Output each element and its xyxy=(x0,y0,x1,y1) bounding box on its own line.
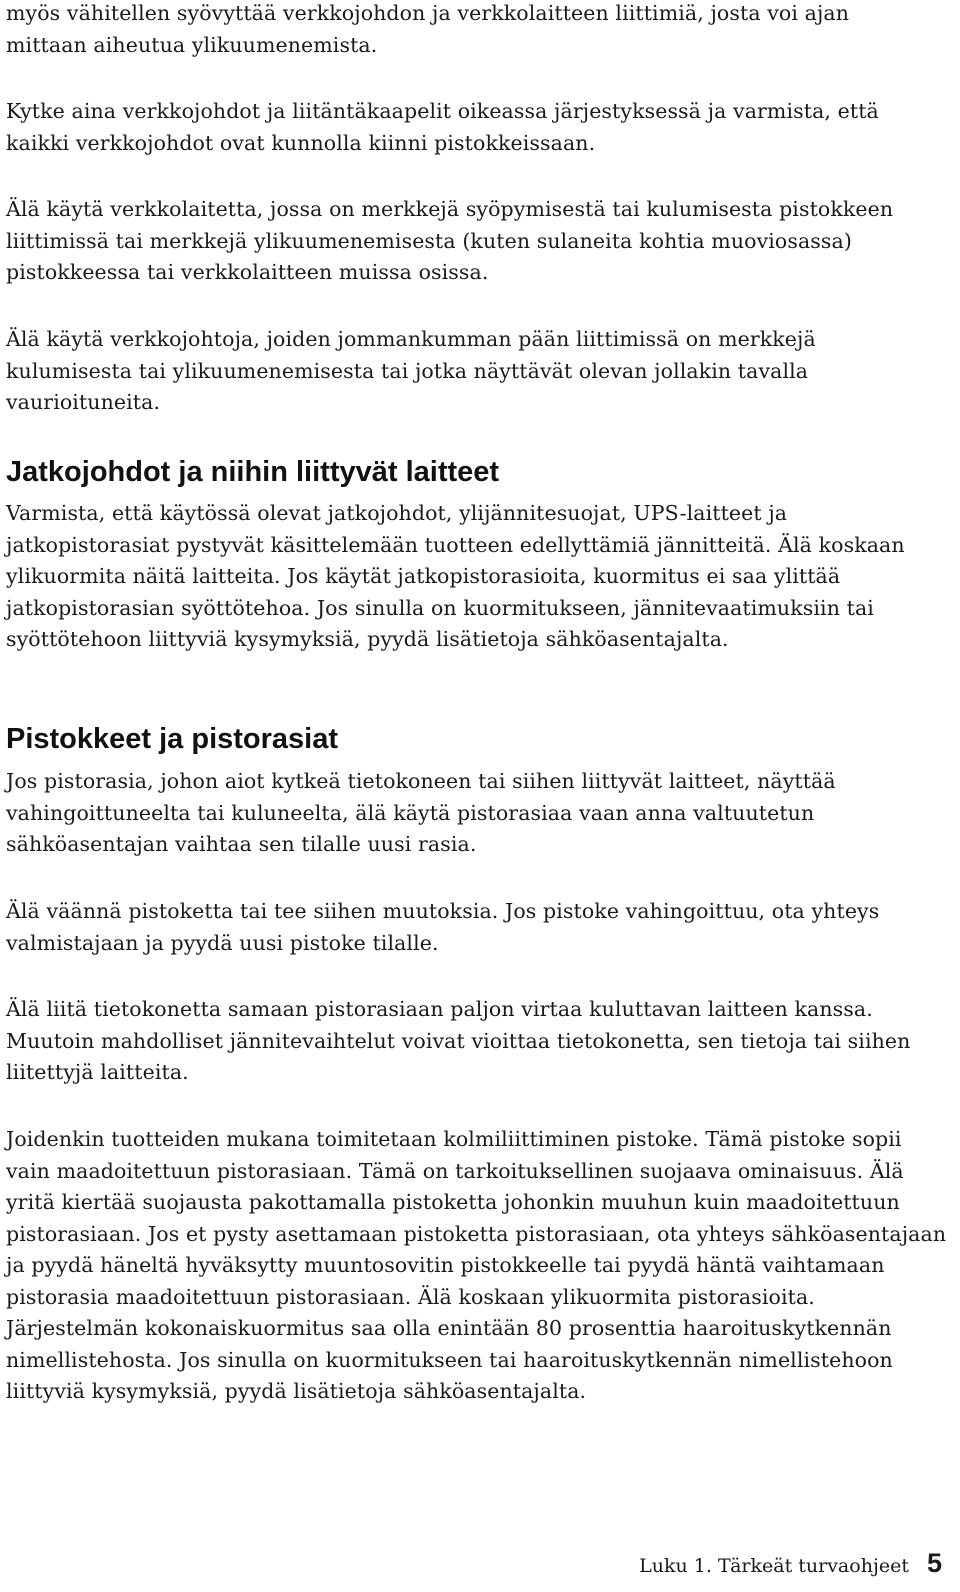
paragraph-continued: myös vähitellen syövyttää verkkojohdon ja verkkolaitteen liittimiä, josta voi ajan mittaan aiheutua ylikuumenemista. xyxy=(6,1,850,57)
paragraph-modify-plug: Älä väännä pistoketta tai tee siihen muutoksia. Jos pistoke vahingoittuu, ota yhteys valmistajaan ja pyydä uusi pistoke tilalle. xyxy=(6,899,880,955)
page-number: 5 xyxy=(926,1548,942,1578)
paragraph-high-power-devices: Älä liitä tietokonetta samaan pistorasiaan paljon virtaa kuluttavan laitteen kanssa. Muutoin mahdolliset jännitevaihtelut voivat vioittaa tietokonetta, sen tietoja tai siihen liitettyjä laitteita. xyxy=(6,997,911,1084)
footer-chapter-title: Luku 1. Tärkeät turvaohjeet xyxy=(639,1555,909,1577)
paragraph-connect-cords: Kytke aina verkkojohdot ja liitäntäkaapelit oikeassa järjestyksessä ja varmista, että kaikki verkkojohdot ovat kunnolla kiinni pistokkeissaan. xyxy=(6,99,879,155)
section-heading-extension-cords: Jatkojohdot ja niihin liittyvät laitteet xyxy=(6,456,500,488)
paragraph-extension-cords: Varmista, että käytössä olevat jatkojohdot, ylijännitesuojat, UPS-laitteet ja jatkopistorasiat pystyvät käsittelemään tuotteen edellyttämiä jännitteitä. Älä koskaan ylikuormita näitä laitteita. Jos käytät jatkopistorasioita, kuormitus ei saa ylittää jatkopistorasian syöttötehoa. Jos sinulla on kuormitukseen, jännitevaatimuksiin tai syöttötehoon liittyviä kysymyksiä, pyydä lisätietoja sähköasentajalta. xyxy=(6,501,905,651)
paragraph-damaged-outlet: Jos pistorasia, johon aiot kytkeä tietokoneen tai siihen liittyvät laitteet, näyttää vahingoittuneelta tai kuluneelta, älä käytä pistorasiaa vaan anna valtuutetun sähköasentajan vaihtaa sen tilalle uusi rasia. xyxy=(6,769,836,856)
page-footer xyxy=(639,1548,942,1579)
section-heading-plugs-outlets: Pistokkeet ja pistorasiat xyxy=(6,723,339,755)
paragraph-power-adapter: Älä käytä verkkolaitetta, jossa on merkkejä syöpymisestä tai kulumisesta pistokkeen liittimissä tai merkkejä ylikuumenemisesta (kuten sulaneita kohtia muoviosassa) pistokkeessa tai verkkolaitteen muissa osissa. xyxy=(6,197,894,284)
paragraph-three-prong-plug: Joidenkin tuotteiden mukana toimitetaan kolmiliittiminen pistoke. Tämä pistoke sopii vain maadoitettuun pistorasiaan. Tämä on tarkoituksellinen suojaava ominaisuus. Älä yritä kiertää suojausta pakottamalla pistoketta johonkin muuhun kuin maadoitettuun pistorasiaan. Jos et pysty asettamaan pistoketta pistorasiaan, ota yhteys sähköasentajaan ja pyydä häneltä hyväksytty muuntosovitin pistokkeelle tai pyydä häntä vaihtamaan pistorasia maadoitettuun pistorasiaan. Älä koskaan ylikuormita pistorasioita. Järjestelmän kokonaiskuormitus saa olla enintään 80 prosenttia haaroituskytkennän nimellistehosta. Jos sinulla on kuormitukseen tai haaroituskytkennän nimellistehoon liittyviä kysymyksiä, pyydä lisätietoja sähköasentajalta. xyxy=(6,1127,947,1403)
paragraph-power-cords: Älä käytä verkkojohtoja, joiden jommankumman pään liittimissä on merkkejä kulumisesta tai ylikuumenemisesta tai jotka näyttävät olevan jollakin tavalla vaurioituneita. xyxy=(6,327,816,414)
